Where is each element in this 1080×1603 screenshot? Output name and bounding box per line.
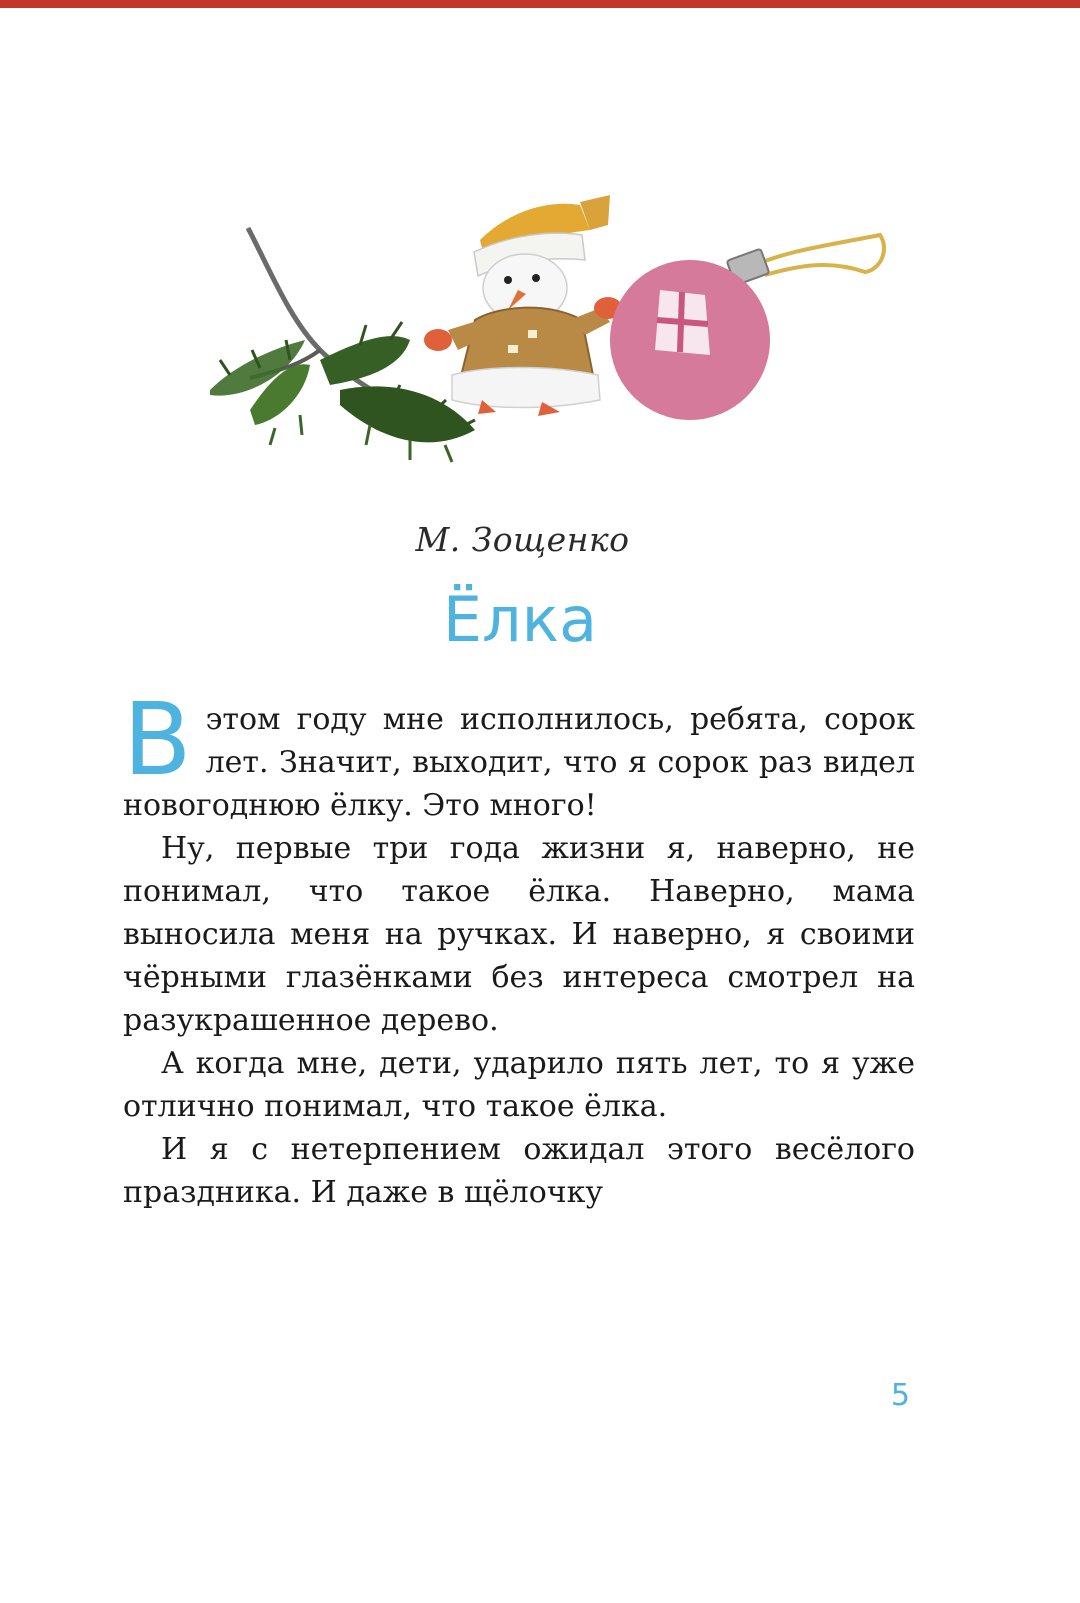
paragraph: И я с нетерпением ожидал этого весёлого праздника. И даже в щёлочку (123, 1132, 915, 1210)
paragraph: Ну, первые три года жизни я, наверно, не понимал, что такое ёлка. Наверно, мама выносила меня на ручках. И наверно, я своими чёрными глазёнками без интереса смотрел на разукрашенное дерево. (123, 831, 915, 1038)
author-name: М. Зощенко (415, 520, 630, 559)
paragraph: А когда мне, дети, ударило пять лет, то я уже отлично понимал, что такое ёлка. (123, 1046, 915, 1124)
paragraph (123, 681, 915, 827)
story-title: Ёлка (442, 583, 598, 656)
paragraph-text: этом году мне исполнилось, ребята, сорок лет. Значит, выходит, что я сорок раз видел новогоднюю ёлку. Это много! (123, 702, 915, 823)
drop-cap: В (123, 681, 192, 798)
page-number: 5 (890, 1378, 910, 1413)
top-color-strip (0, 0, 1080, 8)
header-illustration (190, 190, 920, 490)
christmas-ornament-icon (610, 235, 884, 420)
snowman-toy-icon (424, 195, 622, 416)
story-text (123, 681, 915, 1214)
